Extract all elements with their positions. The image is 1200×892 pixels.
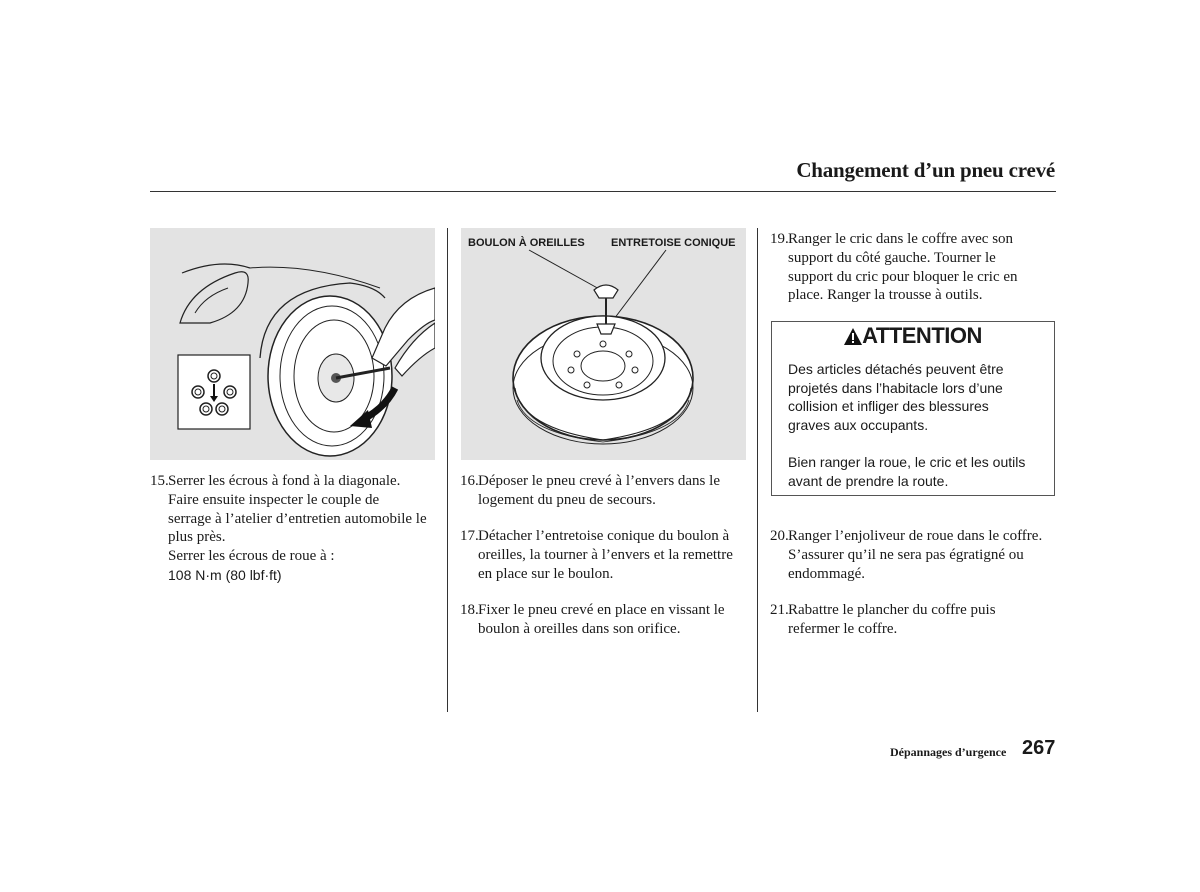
step-19: 19. Ranger le cric dans le coffre avec son support du côté gauche. Tourner le support du cric pour bloquer le cric en place. Ranger la trousse à outils.: [770, 231, 1018, 304]
step-21: 21. Rabattre le plancher du coffre puis refermer le coffre.: [770, 602, 996, 637]
column-divider-1: [447, 228, 448, 712]
figure-spare-tire: [461, 228, 746, 460]
caution-box: [771, 321, 1055, 496]
wheel-nut-illustration: [150, 228, 435, 460]
spare-tire-illustration: [461, 228, 746, 460]
step-18: 18. Fixer le pneu crevé en place en vissant le boulon à oreilles dans son orifice.: [460, 602, 725, 637]
column-divider-2: [757, 228, 758, 712]
torque-value: 108 N·m (80 lbf·ft): [168, 566, 282, 583]
label-wing-bolt: BOULON À OREILLES: [468, 237, 585, 249]
step-15: 15. Serrer les écrous à fond à la diagonale. Faire ensuite inspecter le couple de serrage à l’atelier d’entretien automobile le plus près. Serrer les écrous de roue à : 108 N·m (80 lbf·ft): [150, 472, 440, 585]
label-cone-spacer: ENTRETOISE CONIQUE: [611, 237, 736, 249]
step-16: 16. Déposer le pneu crevé à l’envers dans le logement du pneu de secours.: [460, 473, 720, 508]
step-20: 20. Ranger l’enjoliveur de roue dans le coffre. S’assurer qu’il ne sera pas égratigné ou endommagé.: [770, 528, 1043, 582]
step-17: 17. Détacher l’entretoise conique du boulon à oreilles, la tourner à l’envers et la remettre en place sur le boulon.: [460, 528, 733, 582]
header-rule: [150, 191, 1056, 192]
footer-section: Dépannages d’urgence: [890, 745, 1007, 759]
page-title: Changement d’un pneu crevé: [796, 158, 1055, 182]
page-number: 267: [1022, 737, 1056, 759]
figure-tighten-wheel-nuts: [150, 228, 435, 460]
caution-heading: ATTENTION: [772, 322, 1054, 350]
caution-text: Des articles détachés peuvent être projetés dans l’habitacle lors d’une collision et infliger des blessures graves aux occupants. Bien ranger la roue, le cric et les outils avant de prendre la route.: [788, 361, 1026, 489]
warning-triangle-icon: [844, 328, 862, 345]
